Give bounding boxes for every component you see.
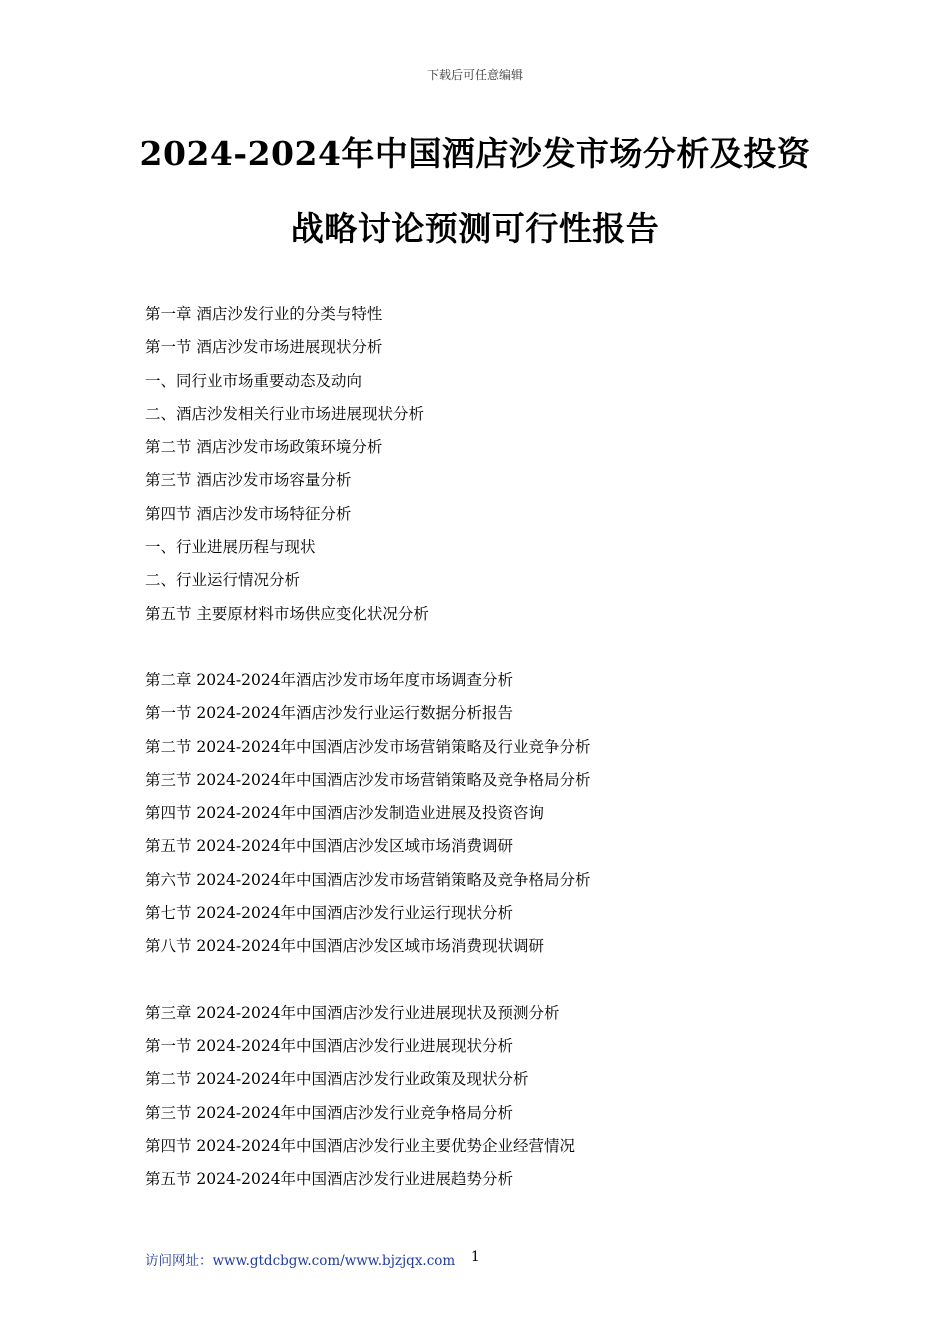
toc-entry: 第四节 2024-2024年中国酒店沙发行业主要优势企业经营情况 xyxy=(145,1136,576,1155)
toc-entry: 第二节 2024-2024年中国酒店沙发市场营销策略及行业竞争分析 xyxy=(145,737,591,756)
toc-entry: 第七节 2024-2024年中国酒店沙发行业运行现状分析 xyxy=(145,904,514,923)
toc-entry: 一、同行业市场重要动态及动向 xyxy=(145,371,363,390)
toc-entry: 第二节 酒店沙发市场政策环境分析 xyxy=(145,438,383,457)
toc-entry: 二、酒店沙发相关行业市场进展现状分析 xyxy=(145,404,425,423)
toc-entry: 第六节 2024-2024年中国酒店沙发市场营销策略及竞争格局分析 xyxy=(145,870,591,889)
toc-entry: 第四节 酒店沙发市场特征分析 xyxy=(145,504,352,523)
toc-entry: 第一节 2024-2024年中国酒店沙发行业进展现状分析 xyxy=(145,1036,514,1055)
toc-entry: 第三节 2024-2024年中国酒店沙发行业竞争格局分析 xyxy=(145,1103,514,1122)
toc-entry: 第二章 2024-2024年酒店沙发市场年度市场调查分析 xyxy=(145,670,514,689)
toc-entry: 第一章 酒店沙发行业的分类与特性 xyxy=(145,305,383,323)
toc-section-3 xyxy=(145,1000,845,1200)
toc-entry: 二、行业运行情况分析 xyxy=(145,571,301,590)
toc-entry: 第五节 主要原材料市场供应变化状况分析 xyxy=(145,604,429,623)
title-line-2: 战略讨论预测可行性报告 xyxy=(290,209,660,248)
header-note: 下载后可任意编辑 xyxy=(426,68,523,82)
toc-section-2 xyxy=(145,667,845,967)
toc-entry: 一、行业进展历程与现状 xyxy=(145,538,316,557)
footer-link[interactable]: 访问网址：www.gtdcbgw.com/www.bjzjqx.com xyxy=(145,1253,456,1269)
toc-entry: 第一节 2024-2024年酒店沙发行业运行数据分析报告 xyxy=(145,704,514,723)
toc-entry: 第五节 2024-2024年中国酒店沙发区域市场消费调研 xyxy=(145,837,514,856)
toc-entry: 第三节 2024-2024年中国酒店沙发市场营销策略及竞争格局分析 xyxy=(145,770,591,789)
toc-entry: 第二节 2024-2024年中国酒店沙发行业政策及现状分析 xyxy=(145,1070,529,1089)
table-of-contents xyxy=(145,301,845,1232)
toc-entry: 第四节 2024-2024年中国酒店沙发制造业进展及投资咨询 xyxy=(145,804,545,823)
toc-section-1 xyxy=(145,301,845,634)
page-number: 1 xyxy=(471,1249,480,1265)
toc-entry: 第八节 2024-2024年中国酒店沙发区域市场消费现状调研 xyxy=(145,937,545,956)
toc-entry: 第一节 酒店沙发市场进展现状分析 xyxy=(145,338,383,357)
toc-entry: 第五节 2024-2024年中国酒店沙发行业进展趋势分析 xyxy=(145,1170,514,1189)
toc-entry: 第三章 2024-2024年中国酒店沙发行业进展现状及预测分析 xyxy=(145,1003,560,1022)
toc-entry: 第三节 酒店沙发市场容量分析 xyxy=(145,471,352,490)
title-line-1: 2024-2024年中国酒店沙发市场分析及投资 xyxy=(139,134,811,173)
